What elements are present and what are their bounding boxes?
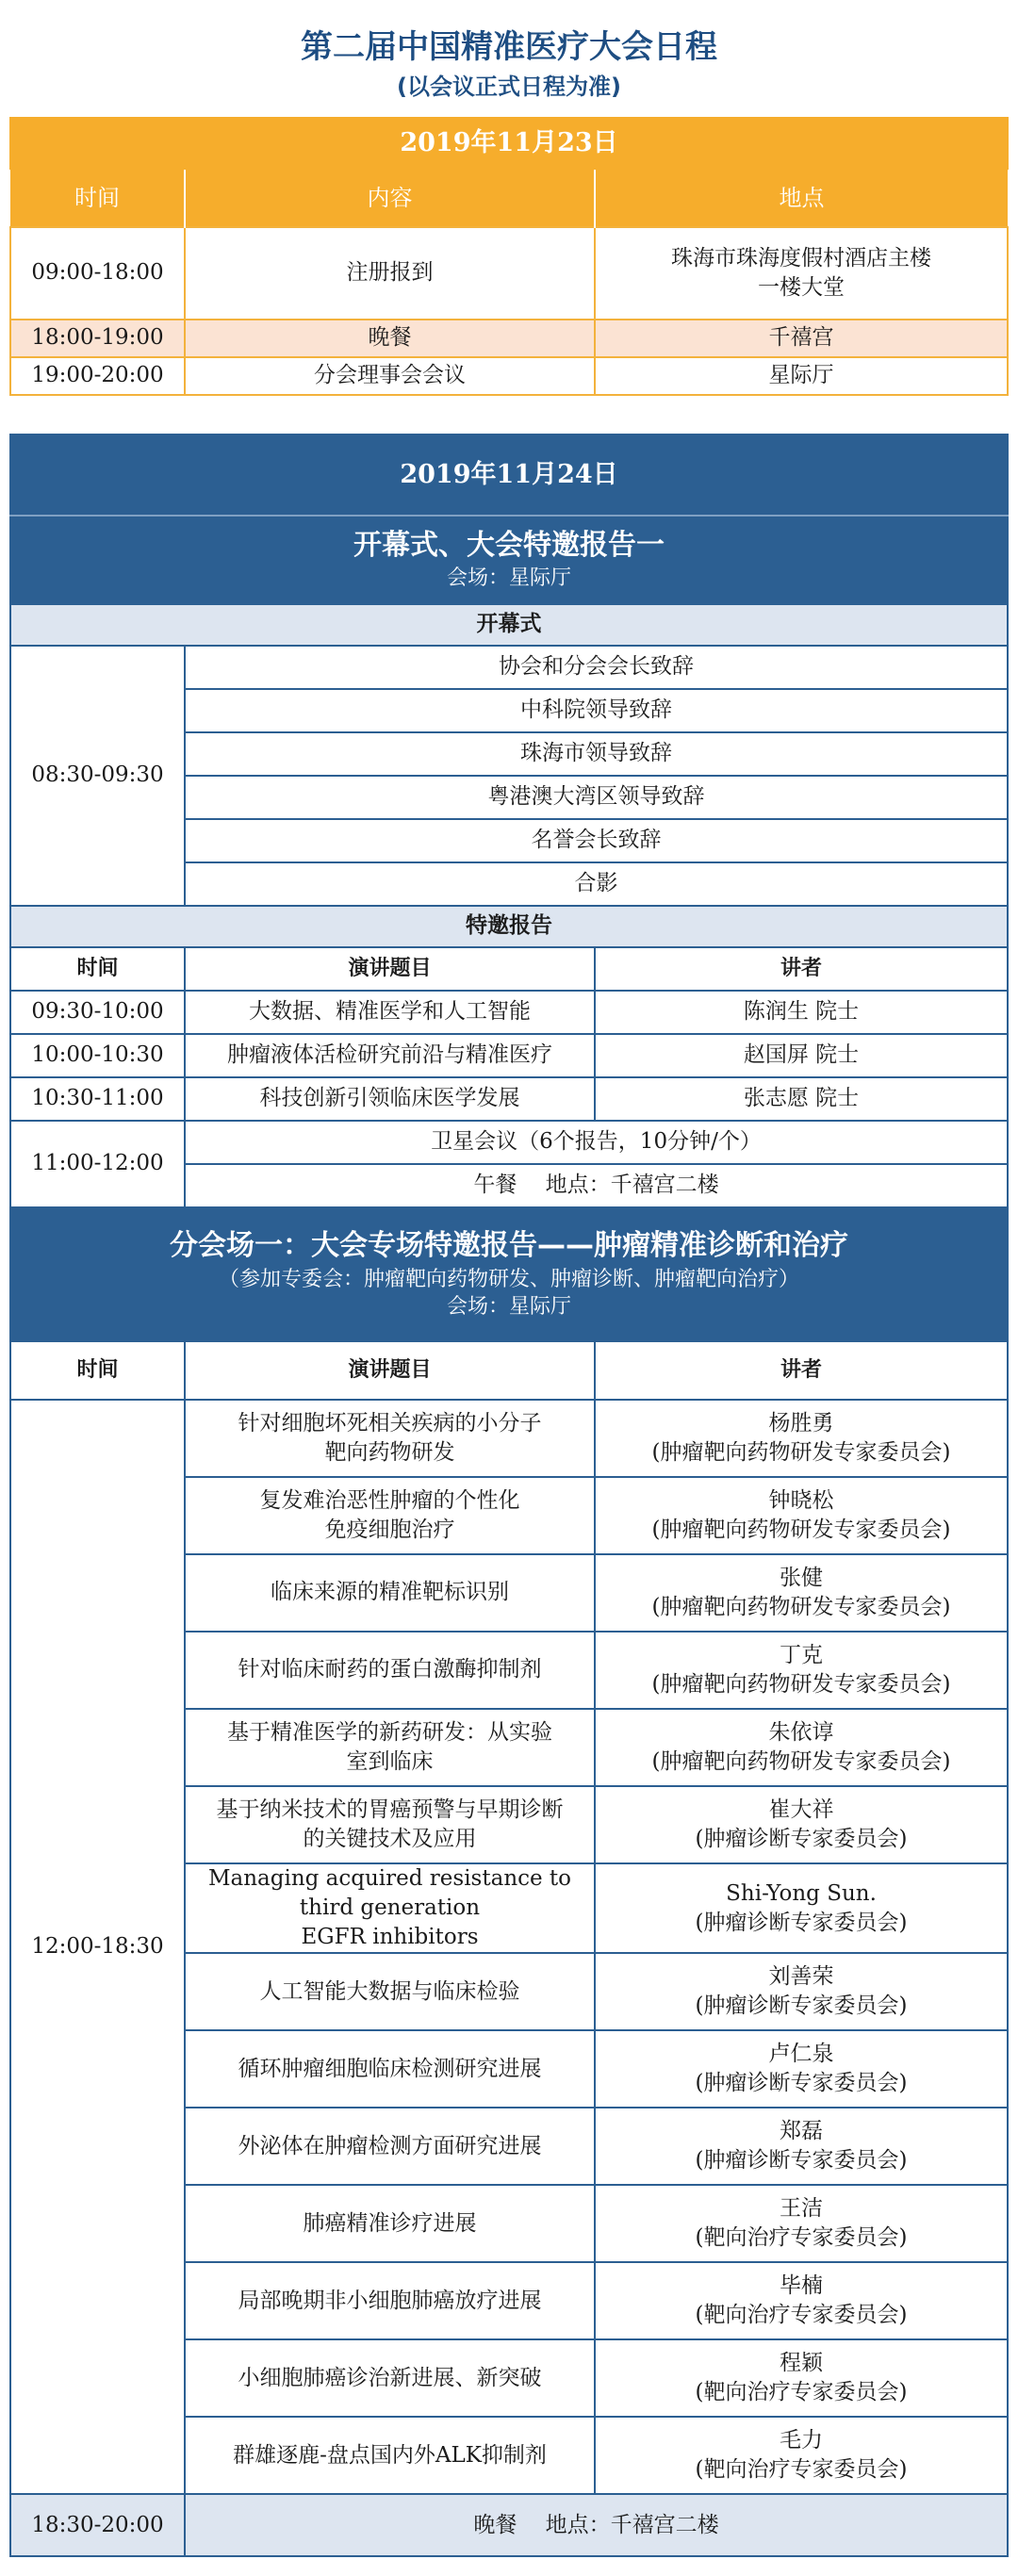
topic-cell (185, 1863, 595, 1953)
speaker-name: 刘善荣 (768, 1964, 834, 1990)
speaker-name: Shi-Yong Sun. (726, 1880, 877, 1906)
plenary-venue: 会场：星际厅 (446, 566, 571, 591)
col-header-topic: 演讲题目 (185, 1341, 595, 1400)
topic-cell (185, 2108, 595, 2185)
place-cell: 星际厅 (595, 357, 1008, 395)
speaker-cell (595, 1477, 1008, 1554)
topic-cell (185, 2339, 595, 2417)
topic-line-2: EGFR inhibitors (301, 1925, 479, 1950)
topic-line-1: 基于纳米技术的胃癌预警与早期诊断 (216, 1797, 564, 1822)
opening-item: 合影 (185, 862, 1008, 906)
branch-time: 12:00-18:30 (10, 1400, 185, 2494)
col-header-time: 时间 (10, 1341, 185, 1400)
place-cell: 千禧宫 (595, 320, 1008, 357)
day1-date: 2019年11月23日 (10, 118, 1008, 169)
speaker-name: 张健 (780, 1565, 824, 1590)
topic-line-1: 外泌体在肿瘤检测方面研究进展 (238, 2133, 542, 2158)
topic-line-1: 肺癌精准诊疗进展 (303, 2210, 477, 2236)
lunch-info: 午餐 地点：千禧宫二楼 (185, 1164, 1008, 1207)
topic-line-1: 小细胞肺癌诊治新进展、新突破 (238, 2365, 542, 2390)
speaker-committee: (靶向治疗专家委员会) (695, 2457, 908, 2483)
speaker-committee: (靶向治疗专家委员会) (695, 2225, 908, 2251)
table-row (10, 1034, 1008, 1077)
speaker-name: 崔大祥 (768, 1797, 834, 1822)
speaker-name: 卢仁泉 (768, 2042, 834, 2067)
topic-cell (185, 2262, 595, 2339)
speaker-committee: (靶向治疗专家委员会) (695, 2303, 908, 2328)
topic-line-1: 局部晚期非小细胞肺癌放疗进展 (238, 2288, 542, 2313)
table-row (10, 227, 1008, 320)
day1-schedule-table (9, 117, 1009, 396)
dinner-info: 晚餐 地点：千禧宫二楼 (185, 2494, 1008, 2556)
page-subtitle: (以会议正式日程为准) (397, 74, 621, 100)
topic-cell (185, 1953, 595, 2030)
speaker-cell (595, 1786, 1008, 1863)
place-line-2: 一楼大堂 (758, 275, 845, 300)
col-header-topic: 演讲题目 (185, 947, 595, 991)
topic-line-2: 免疫细胞治疗 (324, 1518, 455, 1542)
speaker-name: 朱依谆 (768, 1719, 834, 1745)
opening-item: 珠海市领导致辞 (185, 732, 1008, 776)
speaker-cell (595, 1709, 1008, 1786)
satellite-meeting: 卫星会议（6个报告，10分钟/个） (185, 1121, 1008, 1164)
opening-item: 粤港澳大湾区领导致辞 (185, 776, 1008, 819)
topic-cell (185, 1786, 595, 1863)
opening-item: 中科院领导致辞 (185, 689, 1008, 732)
table-row (10, 1121, 1008, 1164)
table-row (10, 2494, 1008, 2556)
speaker-name: 杨胜勇 (768, 1410, 834, 1436)
speaker-cell (595, 1400, 1008, 1477)
plenary-section-header (10, 516, 1008, 604)
place-cell (595, 227, 1008, 320)
topic-line-1: 针对临床耐药的蛋白激酶抑制剂 (238, 1657, 542, 1682)
time-cell: 19:00-20:00 (10, 357, 185, 395)
time-cell: 10:30-11:00 (10, 1077, 185, 1121)
speaker-cell (595, 2030, 1008, 2108)
topic-cell (185, 1554, 595, 1632)
branch-title: 分会场一：大会专场特邀报告——肿瘤精准诊断和治疗 (170, 1229, 849, 1263)
place-line-1: 珠海市珠海度假村酒店主楼 (671, 245, 931, 271)
topic-cell: 肿瘤液体活检研究前沿与精准医疗 (185, 1034, 595, 1077)
speaker-committee: (肿瘤诊断专家委员会) (695, 1910, 908, 1935)
time-cell: 18:00-19:00 (10, 320, 185, 357)
speaker-cell: 张志愿 院士 (595, 1077, 1008, 1121)
opening-item: 名誉会长致辞 (185, 819, 1008, 862)
branch-section-header (10, 1207, 1008, 1341)
topic-cell (185, 2417, 595, 2494)
col-header-time: 时间 (10, 947, 185, 991)
topic-line-2: 靶向药物研发 (324, 1440, 455, 1465)
topic-line-1: 循环肿瘤细胞临床检测研究进展 (238, 2056, 542, 2081)
topic-cell (185, 1477, 595, 1554)
speaker-cell (595, 2417, 1008, 2494)
opening-time: 08:30-09:30 (10, 646, 185, 906)
speaker-cell: 赵国屏 院士 (595, 1034, 1008, 1077)
content-cell: 注册报到 (185, 227, 595, 320)
day2-plenary-table (9, 434, 1009, 1208)
topic-cell (185, 1709, 595, 1786)
speaker-committee: (肿瘤靶向药物研发专家委员会) (651, 1595, 951, 1619)
speaker-name: 毕楠 (780, 2273, 824, 2299)
speaker-cell (595, 1953, 1008, 2030)
speaker-name: 钟晓松 (768, 1487, 834, 1513)
col-header-place: 地点 (595, 169, 1008, 227)
speaker-committee: (肿瘤诊断专家委员会) (695, 1994, 908, 2019)
speaker-name: 王洁 (780, 2196, 824, 2222)
topic-line-2: 的关键技术及应用 (303, 1827, 477, 1851)
speaker-name: 丁克 (780, 1642, 824, 1667)
day2-date: 2019年11月24日 (10, 435, 1008, 516)
opening-label: 开幕式 (10, 604, 1008, 646)
topic-line-2: 室到临床 (346, 1749, 434, 1774)
branch-committees: （参加专委会：肿瘤靶向药物研发、肿瘤诊断、肿瘤靶向治疗） (219, 1267, 800, 1291)
col-header-speaker: 讲者 (595, 947, 1008, 991)
speaker-cell (595, 2339, 1008, 2417)
noon-time: 11:00-12:00 (10, 1121, 185, 1207)
col-header-content: 内容 (185, 169, 595, 227)
table-row (10, 646, 1008, 689)
col-header-time: 时间 (10, 169, 185, 227)
speaker-cell (595, 1554, 1008, 1632)
topic-line-1: 基于精准医学的新药研发：从实验 (227, 1719, 552, 1745)
speaker-committee: (肿瘤诊断专家委员会) (695, 2148, 908, 2174)
table-row (10, 320, 1008, 357)
time-cell: 09:30-10:00 (10, 991, 185, 1034)
topic-line-1: Managing acquired resistance to third generation (207, 1866, 572, 1921)
topic-line-1: 人工智能大数据与临床检验 (259, 1978, 520, 2004)
speaker-committee: (靶向治疗专家委员会) (695, 2380, 908, 2405)
topic-line-1: 复发难治恶性肿瘤的个性化 (259, 1487, 520, 1513)
speaker-name: 毛力 (780, 2428, 824, 2453)
topic-line-1: 临床来源的精准靶标识别 (271, 1580, 509, 1605)
dinner-time: 18:30-20:00 (10, 2494, 185, 2556)
opening-item: 协会和分会会长致辞 (185, 646, 1008, 689)
table-row (10, 1400, 1008, 1477)
speaker-committee: (肿瘤靶向药物研发专家委员会) (651, 1749, 951, 1774)
speaker-committee: (肿瘤诊断专家委员会) (695, 1827, 908, 1851)
content-cell: 晚餐 (185, 320, 595, 357)
topic-cell (185, 1400, 595, 1477)
time-cell: 09:00-18:00 (10, 227, 185, 320)
speaker-committee: (肿瘤靶向药物研发专家委员会) (651, 1672, 951, 1697)
speaker-committee: (肿瘤诊断专家委员会) (695, 2071, 908, 2096)
topic-cell: 大数据、精准医学和人工智能 (185, 991, 595, 1034)
speaker-name: 郑磊 (780, 2119, 824, 2144)
col-header-speaker: 讲者 (595, 1341, 1008, 1400)
table-row (10, 357, 1008, 395)
branch-session-table (9, 1206, 1009, 2557)
topic-line-1: 针对细胞坏死相关疾病的小分子 (238, 1410, 542, 1436)
speaker-committee: (肿瘤靶向药物研发专家委员会) (651, 1518, 951, 1542)
topic-cell: 科技创新引领临床医学发展 (185, 1077, 595, 1121)
table-row (10, 1077, 1008, 1121)
speaker-cell (595, 2262, 1008, 2339)
speaker-name: 程颖 (780, 2351, 824, 2376)
speaker-cell (595, 1863, 1008, 1953)
time-cell: 10:00-10:30 (10, 1034, 185, 1077)
special-label: 特邀报告 (10, 906, 1008, 947)
page-title: 第二届中国精准医疗大会日程 (301, 28, 717, 66)
topic-cell (185, 2185, 595, 2262)
topic-cell (185, 1632, 595, 1709)
speaker-cell (595, 1632, 1008, 1709)
speaker-cell: 陈润生 院士 (595, 991, 1008, 1034)
topic-line-1: 群雄逐鹿-盘点国内外ALK抑制剂 (233, 2442, 547, 2468)
speaker-cell (595, 2108, 1008, 2185)
speaker-cell (595, 2185, 1008, 2262)
topic-cell (185, 2030, 595, 2108)
branch-venue: 会场：星际厅 (447, 1295, 572, 1320)
content-cell: 分会理事会会议 (185, 357, 595, 395)
plenary-title: 开幕式、大会特邀报告一 (353, 528, 665, 562)
speaker-committee: (肿瘤靶向药物研发专家委员会) (651, 1440, 951, 1465)
table-row (10, 991, 1008, 1034)
